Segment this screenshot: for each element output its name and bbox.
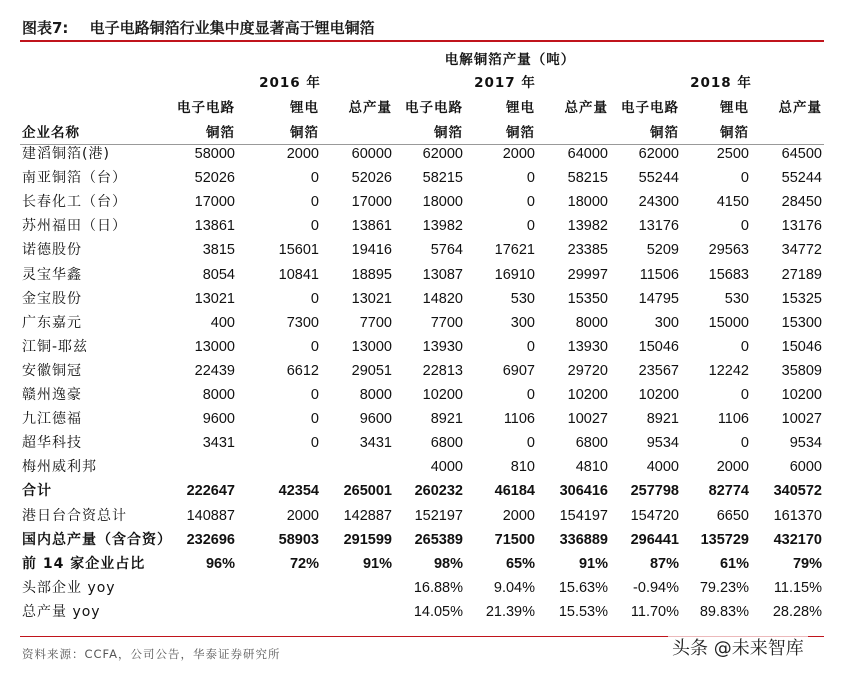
value-cell: 89.83%: [699, 603, 749, 620]
value-cell: 62000: [422, 146, 463, 162]
value-cell: [312, 576, 392, 600]
value-cell: 161370: [773, 507, 822, 524]
value-cell: 35809: [781, 362, 822, 379]
column-header-top: 总产量: [564, 100, 608, 116]
value-cell: 55244: [781, 170, 822, 187]
value-cell: 13087: [422, 266, 463, 283]
value-cell: 79%: [792, 555, 822, 572]
value-cell: 1106: [717, 411, 749, 428]
value-cell: 13982: [422, 218, 463, 235]
value-cell: 82774: [708, 483, 749, 500]
company-name-cell: 金宝股份: [22, 290, 82, 307]
value-cell: 10027: [567, 411, 608, 428]
value-cell: [312, 600, 392, 624]
column-header-bottom: 铜箔: [720, 125, 749, 141]
value-cell: 27189: [781, 266, 822, 283]
value-cell: 8000: [359, 387, 392, 403]
value-cell: 6650: [716, 507, 749, 524]
value-cell: 65%: [505, 555, 535, 572]
company-name-cell: 合计: [22, 483, 52, 500]
value-cell: 0: [310, 218, 319, 235]
value-cell: 2000: [286, 507, 319, 524]
value-cell: 13176: [638, 218, 679, 235]
value-cell: [239, 455, 319, 479]
value-cell: 152197: [414, 507, 463, 524]
value-cell: 14795: [638, 290, 679, 307]
value-cell: 9600: [202, 411, 235, 428]
value-cell: 6800: [575, 435, 608, 452]
table-row: [20, 383, 824, 407]
value-cell: 154720: [630, 507, 679, 524]
value-cell: 432170: [773, 531, 822, 548]
value-cell: [239, 576, 319, 600]
value-cell: 0: [310, 338, 319, 355]
value-cell: 0: [740, 170, 749, 187]
value-cell: 34772: [781, 242, 822, 259]
value-cell: 17621: [494, 242, 535, 259]
value-cell: 29051: [351, 362, 392, 379]
table-row: [20, 263, 824, 287]
value-cell: 22813: [422, 362, 463, 379]
value-cell: 7700: [359, 314, 392, 331]
value-cell: 15000: [708, 314, 749, 331]
value-cell: 5209: [646, 242, 679, 259]
value-cell: 16.88%: [413, 579, 463, 596]
value-cell: 0: [740, 435, 749, 452]
value-cell: 2500: [716, 146, 749, 162]
value-cell: 91%: [362, 555, 392, 572]
table-row: [20, 431, 824, 455]
value-cell: 23567: [638, 362, 679, 379]
value-cell: 13861: [351, 218, 392, 235]
column-header-bottom: 铜箔: [206, 125, 235, 141]
value-cell: 12242: [708, 362, 749, 379]
table-row: [20, 407, 824, 431]
value-cell: 300: [510, 314, 535, 331]
value-cell: 2000: [502, 507, 535, 524]
watermark: 头条 @未来智库: [668, 634, 808, 660]
figure-label: 图表7:: [22, 19, 69, 37]
table-row: [20, 335, 824, 359]
value-cell: 6907: [502, 362, 535, 379]
value-cell: 52026: [194, 170, 235, 187]
company-name-cell: 南亚铜箔（台）: [22, 170, 127, 187]
value-cell: 98%: [433, 555, 463, 572]
value-cell: 140887: [186, 507, 235, 524]
value-cell: 4150: [716, 194, 749, 211]
value-cell: -0.94%: [633, 579, 679, 596]
value-cell: 300: [654, 314, 679, 331]
value-cell: 58215: [567, 170, 608, 187]
company-column-header: 企业名称: [22, 125, 80, 141]
value-cell: 265389: [414, 531, 463, 548]
company-name-cell: 国内总产量（含合资）: [22, 531, 172, 548]
year-2017: 2017 年: [474, 75, 536, 91]
value-cell: 8921: [430, 411, 463, 428]
value-cell: 15300: [781, 314, 822, 331]
company-name-cell: 长春化工（台）: [22, 194, 127, 211]
value-cell: 265001: [343, 483, 392, 500]
value-cell: 142887: [343, 507, 392, 524]
value-cell: 8054: [202, 266, 235, 283]
value-cell: 14820: [422, 290, 463, 307]
value-cell: 340572: [773, 483, 822, 500]
value-cell: 64000: [567, 146, 608, 162]
value-cell: 79.23%: [699, 579, 749, 596]
company-name-cell: 建滔铜箔(港): [22, 146, 110, 162]
column-header-bottom: 铜箔: [650, 125, 679, 141]
value-cell: 291599: [343, 531, 392, 548]
figure-title-text: 电子电路铜箔行业集中度显著高于锂电铜箔: [89, 19, 375, 37]
value-cell: 10200: [781, 387, 822, 403]
company-name-cell: 苏州福田（日）: [22, 218, 127, 235]
value-cell: 336889: [559, 531, 608, 548]
value-cell: 19416: [351, 242, 392, 259]
value-cell: 62000: [638, 146, 679, 162]
column-header-top: 总产量: [348, 100, 392, 116]
company-name-cell: 总产量 yoy: [22, 603, 101, 620]
value-cell: 91%: [578, 555, 608, 572]
value-cell: 4000: [646, 459, 679, 476]
company-name-cell: 九江德福: [22, 411, 82, 428]
table-row: [20, 504, 824, 528]
value-cell: 0: [740, 338, 749, 355]
value-cell: 29720: [567, 362, 608, 379]
column-header-bottom: 铜箔: [434, 125, 463, 141]
value-cell: 13930: [567, 338, 608, 355]
table-row: [20, 528, 824, 552]
value-cell: 0: [526, 170, 535, 187]
value-cell: 10200: [567, 387, 608, 403]
value-cell: 18895: [351, 266, 392, 283]
value-cell: 58903: [278, 531, 319, 548]
value-cell: 11506: [639, 266, 679, 283]
value-cell: 13021: [194, 290, 235, 307]
value-cell: 15046: [781, 338, 822, 355]
value-cell: [155, 576, 235, 600]
value-cell: 96%: [205, 555, 235, 572]
value-cell: 13021: [351, 290, 392, 307]
value-cell: 28450: [781, 194, 822, 211]
value-cell: 0: [526, 218, 535, 235]
value-cell: 9534: [646, 435, 679, 452]
value-cell: 13000: [194, 338, 235, 355]
value-cell: 1106: [503, 411, 535, 428]
year-2018: 2018 年: [690, 75, 752, 91]
table-row: [20, 214, 824, 238]
value-cell: 232696: [186, 531, 235, 548]
value-cell: 6800: [430, 435, 463, 452]
company-name-cell: 诺德股份: [22, 242, 82, 259]
company-name-cell: 赣州逸豪: [22, 387, 82, 403]
value-cell: 15.53%: [558, 603, 608, 620]
value-cell: 530: [724, 290, 749, 307]
value-cell: 0: [526, 338, 535, 355]
value-cell: 4810: [575, 459, 608, 476]
company-name-cell: 江铜-耶兹: [22, 338, 89, 355]
value-cell: 3431: [359, 435, 392, 452]
value-cell: 64500: [781, 146, 822, 162]
value-cell: 0: [740, 218, 749, 235]
value-cell: 530: [510, 290, 535, 307]
value-cell: 23385: [567, 242, 608, 259]
value-cell: 58000: [194, 146, 235, 162]
value-cell: [239, 600, 319, 624]
figure-title: [22, 17, 375, 38]
value-cell: 18000: [567, 194, 608, 211]
value-cell: 58215: [422, 170, 463, 187]
value-cell: 18000: [422, 194, 463, 211]
column-header-top: 锂电: [290, 100, 319, 116]
value-cell: 11.70%: [630, 603, 679, 620]
value-cell: 15325: [781, 290, 822, 307]
value-cell: 21.39%: [485, 603, 535, 620]
value-cell: 2000: [716, 459, 749, 476]
value-cell: 71500: [494, 531, 535, 548]
value-cell: 2000: [286, 146, 319, 162]
value-cell: 52026: [351, 170, 392, 187]
table-row: [20, 600, 824, 624]
value-cell: 810: [510, 459, 535, 476]
company-name-cell: 梅州威利邦: [22, 459, 97, 476]
value-cell: 15683: [708, 266, 749, 283]
value-cell: 0: [310, 290, 319, 307]
company-name-cell: 港日台合资总计: [22, 507, 127, 524]
company-name-cell: 头部企业 yoy: [22, 579, 116, 596]
company-name-cell: 超华科技: [22, 435, 82, 452]
table-row: [20, 190, 824, 214]
column-header-top: 电子电路: [621, 100, 679, 116]
value-cell: 0: [310, 387, 319, 403]
value-cell: 0: [740, 387, 749, 403]
column-header-top: 电子电路: [177, 100, 235, 116]
value-cell: 13176: [781, 218, 822, 235]
company-name-cell: 前 14 家企业占比: [22, 555, 146, 572]
value-cell: 3815: [202, 242, 235, 259]
value-cell: 8921: [646, 411, 679, 428]
value-cell: 13861: [194, 218, 235, 235]
table-row: [20, 287, 824, 311]
value-cell: 0: [526, 387, 535, 403]
value-cell: 257798: [630, 483, 679, 500]
value-cell: 29997: [567, 266, 608, 283]
value-cell: 0: [526, 435, 535, 452]
value-cell: 0: [310, 411, 319, 428]
value-cell: 5764: [430, 242, 463, 259]
value-cell: 2000: [502, 146, 535, 162]
top-rule: [20, 40, 824, 42]
value-cell: 24300: [638, 194, 679, 211]
company-name-cell: 广东嘉元: [22, 314, 82, 331]
value-cell: 29563: [708, 242, 749, 259]
value-cell: 28.28%: [772, 603, 822, 620]
value-cell: 9.04%: [493, 579, 535, 596]
value-cell: 22439: [194, 362, 235, 379]
value-cell: 13982: [567, 218, 608, 235]
table-row: [20, 359, 824, 383]
value-cell: 154197: [559, 507, 608, 524]
value-cell: 17000: [194, 194, 235, 211]
value-cell: 10200: [638, 387, 679, 403]
company-name-cell: 安徽铜冠: [22, 362, 82, 379]
column-header-bottom: 铜箔: [290, 125, 319, 141]
value-cell: 10027: [781, 411, 822, 428]
value-cell: 6000: [789, 459, 822, 476]
value-cell: 4000: [430, 459, 463, 476]
column-header-bottom: 铜箔: [506, 125, 535, 141]
value-cell: 55244: [638, 170, 679, 187]
value-cell: 9600: [359, 411, 392, 428]
value-cell: [312, 455, 392, 479]
value-cell: 13000: [351, 338, 392, 355]
table-row: [20, 238, 824, 262]
table-row: [20, 479, 824, 503]
value-cell: 15.63%: [558, 579, 608, 596]
value-cell: 14.05%: [413, 603, 463, 620]
value-cell: 6612: [286, 362, 319, 379]
value-cell: 10841: [278, 266, 319, 283]
value-cell: 72%: [289, 555, 319, 572]
table-row: [20, 311, 824, 335]
value-cell: 7700: [430, 314, 463, 331]
value-cell: 0: [310, 170, 319, 187]
value-cell: 0: [310, 435, 319, 452]
value-cell: 0: [526, 194, 535, 211]
value-cell: 11.15%: [773, 579, 822, 596]
value-cell: 46184: [494, 483, 535, 500]
value-cell: 16910: [494, 266, 535, 283]
value-cell: 222647: [186, 483, 235, 500]
table-row: [20, 576, 824, 600]
table-row: [20, 552, 824, 576]
value-cell: 8000: [202, 387, 235, 403]
value-cell: [155, 600, 235, 624]
value-cell: 400: [210, 314, 235, 331]
value-cell: 3431: [202, 435, 235, 452]
column-header-top: 锂电: [720, 100, 749, 116]
table-row: [20, 455, 824, 479]
value-cell: 10200: [422, 387, 463, 403]
column-header-top: 电子电路: [405, 100, 463, 116]
table-row: [20, 166, 824, 190]
company-name-cell: 灵宝华鑫: [22, 266, 82, 283]
value-cell: 7300: [286, 314, 319, 331]
value-cell: [155, 455, 235, 479]
table-row: [20, 142, 824, 166]
value-cell: 135729: [700, 531, 749, 548]
value-cell: 61%: [719, 555, 749, 572]
value-cell: 260232: [414, 483, 463, 500]
value-cell: 15350: [567, 290, 608, 307]
year-2016: 2016 年: [259, 75, 321, 91]
value-cell: 8000: [575, 314, 608, 331]
value-cell: 87%: [649, 555, 679, 572]
value-cell: 17000: [351, 194, 392, 211]
value-cell: 0: [310, 194, 319, 211]
value-cell: 15601: [278, 242, 319, 259]
value-cell: 13930: [422, 338, 463, 355]
value-cell: 306416: [559, 483, 608, 500]
value-cell: 9534: [789, 435, 822, 452]
column-header-top: 总产量: [778, 100, 822, 116]
source-note: 资料来源：CCFA，公司公告，华泰证券研究所: [22, 647, 281, 661]
value-cell: 42354: [278, 483, 319, 500]
column-header-top: 锂电: [506, 100, 535, 116]
value-cell: 15046: [638, 338, 679, 355]
value-cell: 60000: [351, 146, 392, 162]
unit-title: 电解铜箔产量（吨）: [444, 52, 576, 68]
value-cell: 296441: [630, 531, 679, 548]
